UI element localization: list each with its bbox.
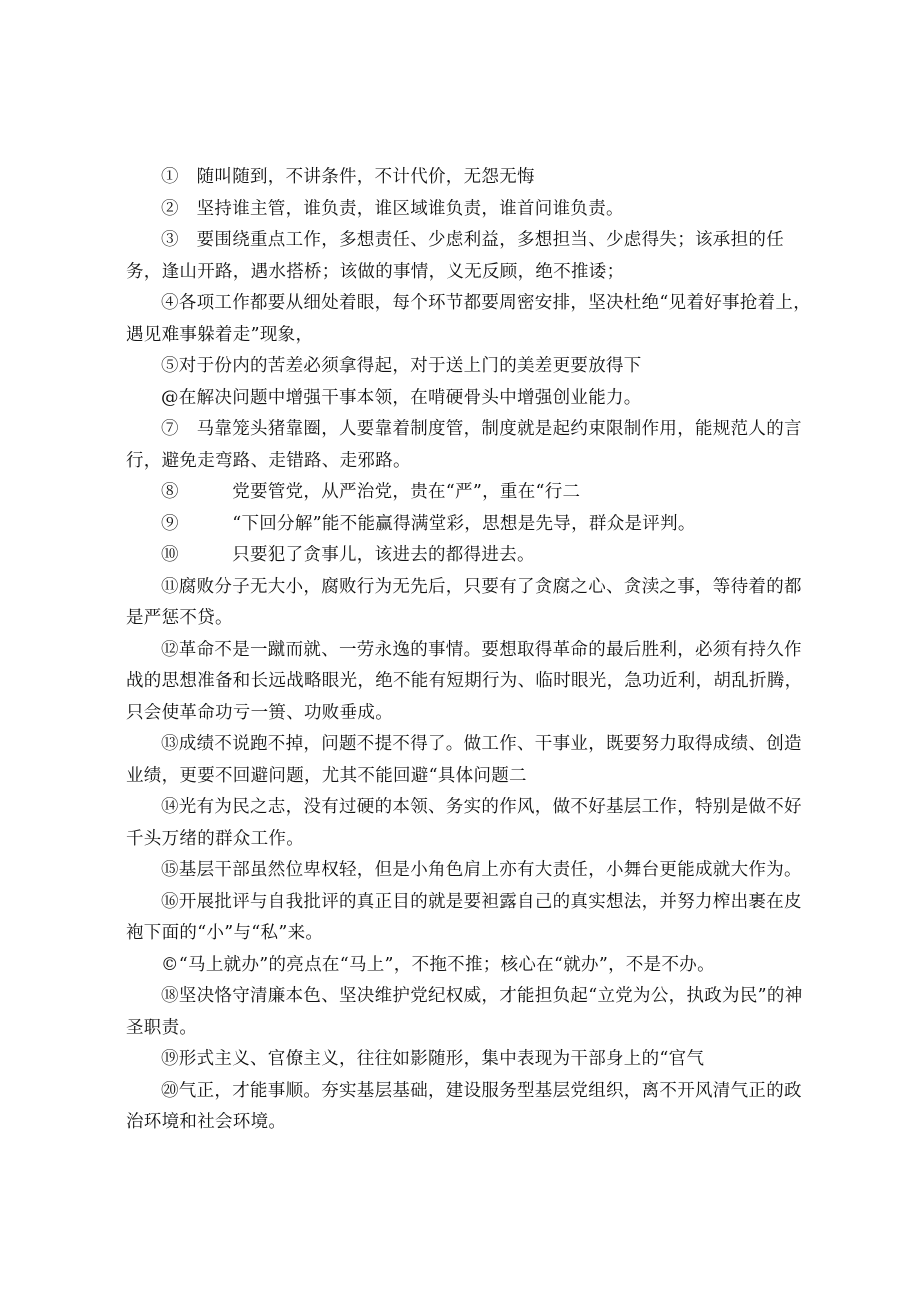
- document-body: [126, 162, 812, 1139]
- paragraph-18: ⑱坚决恪守清廉本色、坚决维护党纪权威，才能担负起“立党为公，执政为民”的神圣职责。: [126, 986, 803, 1038]
- paragraph-3: ③ 要围绕重点工作，多想责任、少虑利益，多想担当、少虑得失；该承担的任务，逢山开路，遇水搭桥；该做的事情，义无反顾，绝不推诿；: [126, 230, 784, 282]
- paragraph-14: ⑭光有为民之志，没有过硬的本领、务实的作风，做不好基层工作，特别是做不好千头万绪的群众工作。: [126, 797, 802, 849]
- paragraph-5: ⑤对于份内的苦差必须拿得起，对于送上门的美差更要放得下: [161, 356, 642, 376]
- paragraph-2: ② 坚持谁主管，谁负责，谁区域谁负责，谁首问谁负责。: [161, 198, 624, 219]
- paragraph-20: ⑳气正，才能事顺。夯实基层基础，建设服务型基层党组织，离不开风清气正的政治环境和社会环境。: [126, 1080, 802, 1132]
- paragraph-12: ⑫革命不是一蹴而就、一劳永逸的事情。要想取得革命的最后胜利，必须有持久作战的思想准备和长远战略眼光，绝不能有短期行为、临时眼光，急功近利，胡乱折腾，只会使革命功亏一篑、功败垂成。: [126, 639, 803, 723]
- paragraph-15: ⑮基层干部虽然位卑权轻，但是小角色肩上亦有大责任，小舞台更能成就大作为。: [161, 860, 802, 880]
- paragraph-1: ① 随叫随到，不讲条件，不计代价，无怨无悔: [161, 167, 535, 187]
- paragraph-8: ⑧ 党要管党，从严治党，贵在“严”，重在“行二: [161, 482, 581, 502]
- paragraph-11: ⑪腐败分子无大小，腐败行为无先后，只要有了贪腐之心、贪渎之事，等待着的都是严惩不贷。: [126, 576, 802, 628]
- paragraph-17: ©“马上就办”的亮点在“马上”，不拖不推；核心在“就办”，不是不办。: [161, 954, 715, 975]
- paragraph-19: ⑲形式主义、官僚主义，往往如影随形，集中表现为干部身上的“官气: [161, 1049, 705, 1069]
- paragraph-16: ⑯开展批评与自我批评的真正目的就是要袒露自己的真实想法，并努力榨出裹在皮袍下面的“小”与“私”来。: [126, 891, 802, 943]
- paragraph-6: @在解决问题中增强干事本领，在啃硬骨头中增强创业能力。: [161, 387, 642, 408]
- paragraph-13: ⑬成绩不说跑不掉，问题不提不得了。做工作、干事业，既要努力取得成绩、创造业绩，更要不回避问题，尤其不能回避“具体问题二: [126, 734, 802, 786]
- paragraph-10: ⑩ 只要犯了贪事儿，该进去的都得进去。: [161, 545, 535, 565]
- paragraph-4: ④各项工作都要从细处着眼，每个环节都要周密安排，坚决杜绝“见着好事抢着上，遇见难事躲着走”现象，: [126, 293, 812, 345]
- paragraph-7: ⑦ 马靠笼头猪靠圈，人要靠着制度管，制度就是起约束限制作用，能规范人的言行，避免走弯路、走错路、走邪路。: [126, 419, 802, 471]
- paragraph-9: ⑨ “下回分解”能不能赢得满堂彩，思想是先导，群众是评判。: [161, 513, 696, 534]
